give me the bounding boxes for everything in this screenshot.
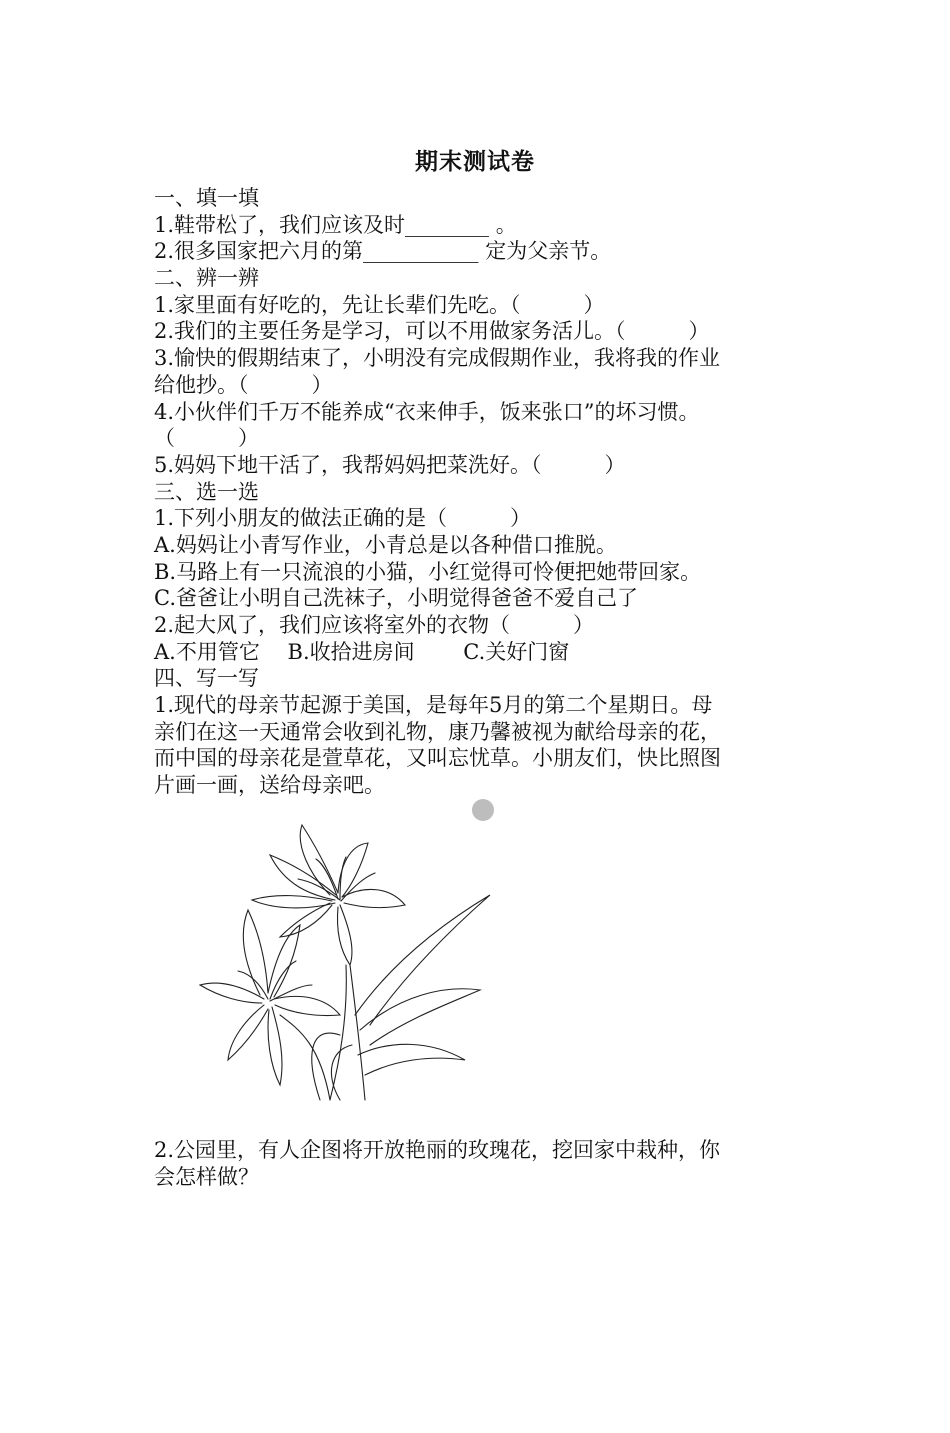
choose-question-1-option-c: C.爸爸让小明自己洗袜子，小明觉得爸爸不爱自己了 <box>154 586 638 611</box>
judge-question-3-line1: 3.愉快的假期结束了，小明没有完成假期作业，我将我的作业 <box>154 346 721 371</box>
choose-question-1-option-b: B.马路上有一只流浪的小猫，小红觉得可怜便把她带回家。 <box>154 559 702 584</box>
write-question-2-line2: 会怎样做？ <box>154 1164 259 1189</box>
fill-question-2: 2.很多国家把六月的第___________ 定为父亲节。 <box>154 239 612 264</box>
choose-question-2: 2.起大风了，我们应该将室外的衣物（ ） <box>154 613 595 637</box>
lily-drawing-image <box>190 815 500 1105</box>
write-question-1-line1: 1.现代的母亲节起源于美国，是每年5月的第二个星期日。母 <box>154 693 713 718</box>
fill-question-1: 1.鞋带松了，我们应该及时________ 。 <box>154 212 517 237</box>
lily-figure <box>154 799 794 1129</box>
section-heading-choose: 三、选一选 <box>154 479 259 504</box>
choose-question-1: 1.下列小朋友的做法正确的是（ ） <box>154 506 532 531</box>
judge-question-1: 1.家里面有好吃的，先让长辈们先吃。（ ） <box>154 292 605 317</box>
choose-question-2-options: A.不用管它 B.收拾进房间 C.关好门窗 <box>154 639 570 664</box>
choose-question-1-option-a: A.妈妈让小青写作业，小青总是以各种借口推脱。 <box>154 532 617 557</box>
judge-question-5: 5.妈妈下地干活了，我帮妈妈把菜洗好。（ ） <box>154 452 626 477</box>
write-question-1-line4: 片画一画，送给母亲吧。 <box>154 773 385 798</box>
write-question-2-line1: 2.公园里，有人企图将开放艳丽的玫瑰花，挖回家中栽种，你 <box>154 1137 721 1162</box>
write-question-1-line3: 而中国的母亲花是萱草花，又叫忘忧草。小朋友们，快比照图 <box>154 746 721 771</box>
section-heading-write: 四、写一写 <box>154 666 259 691</box>
worksheet-content <box>154 185 814 1190</box>
page-title: 期末测试卷 <box>415 149 535 175</box>
judge-question-3-line2: 给他抄。（ ） <box>154 372 333 397</box>
section-heading-fill: 一、填一填 <box>154 186 259 210</box>
judge-question-4-line2: （ ） <box>154 426 259 451</box>
section-heading-judge: 二、辨一辨 <box>154 266 259 291</box>
write-question-1-line2: 亲们在这一天通常会收到礼物，康乃馨被视为献给母亲的花， <box>154 719 721 744</box>
judge-question-4-line1: 4.小伙伴们千万不能养成“衣来伸手，饭来张口”的坏习惯。 <box>154 399 700 424</box>
judge-question-2: 2.我们的主要任务是学习，可以不用做家务活儿。（ ） <box>154 319 710 344</box>
